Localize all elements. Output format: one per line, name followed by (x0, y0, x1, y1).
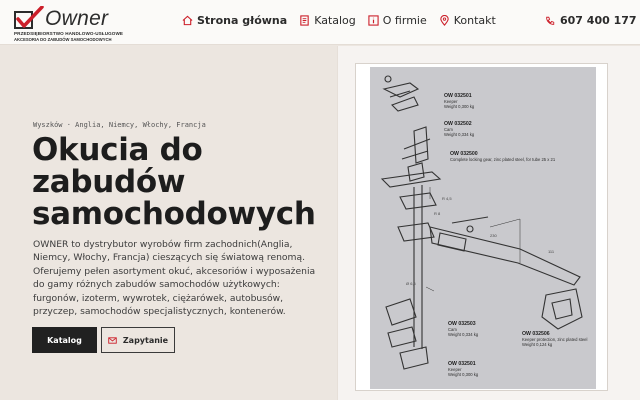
phone-number: 607 400 177 (560, 14, 637, 27)
catalog-label-5: OW 032506 Keeper protection, zinc plated steel Weight 0,124 kg (522, 331, 588, 347)
hero-description: OWNER to dystrybutor wyrobów firm zachodnich(Anglia, Niemcy, Włochy, Francja) cieszących się światową renomą. Oferujemy pełen asortyment okuć, akcesoriów i wyposażenia do gamy różnych zabudów samochodów użytkowych: furgonów, izoterm, wywrotek, ciężarówek, autobusów, przyczep, samochodów specjalistycznych, kontenerów. (33, 239, 316, 318)
catalog-label-6: OW 032501 Keeper Weight 0,300 kg (448, 361, 479, 377)
logo-tagline-1: PRZEDSIĘBIORSTWO HANDLOWO-USŁUGOWE (14, 31, 124, 36)
svg-text:R 8: R 8 (434, 211, 441, 216)
catalog-drawing-area (370, 67, 596, 389)
logo[interactable] (14, 4, 124, 42)
hero-eyebrow: Wyszków · Anglia, Niemcy, Włochy, Francja (33, 121, 206, 129)
phone-icon (545, 16, 555, 26)
mail-icon (108, 336, 117, 345)
inquiry-button[interactable] (101, 327, 175, 353)
catalog-page-image (355, 63, 608, 391)
catalog-label-3: OW 032500 Complete locking gear, zinc plated steel, for tube 25 x 21 (450, 151, 556, 162)
location-pin-icon (439, 15, 450, 26)
hero-title: Okucia do zabudów samochodowych (32, 132, 316, 232)
svg-text:Ø 6,6: Ø 6,6 (406, 281, 416, 286)
home-icon (182, 15, 193, 26)
svg-text:R 4,5: R 4,5 (442, 196, 452, 201)
catalog-label-4: OW 032503 Cam Weight 0,334 kg (448, 321, 479, 337)
nav-about-label: O firmie (382, 14, 427, 27)
catalog-button-label: Katalog (47, 335, 82, 345)
nav-home-label: Strona główna (197, 14, 288, 27)
nav-contact-label: Kontakt (453, 14, 496, 27)
logo-check-mark-icon (14, 6, 44, 30)
nav-catalog[interactable] (299, 14, 356, 27)
nav-home[interactable] (182, 14, 287, 27)
catalog-label-2: OW 032502 Cam Weight 0,334 kg (444, 121, 475, 137)
info-icon (368, 15, 379, 26)
inquiry-button-label: Zapytanie (122, 335, 169, 345)
svg-text:111: 111 (548, 249, 555, 254)
nav-catalog-label: Katalog (314, 14, 356, 27)
phone-link[interactable] (545, 14, 637, 27)
site-header (0, 0, 640, 45)
catalog-icon (299, 15, 310, 26)
catalog-button[interactable] (32, 327, 97, 353)
catalog-label-1: OW 032501 Keeper Weight 0,300 kg (444, 93, 475, 109)
logo-tagline-2: AKCESORIA DO ZABUDÓW SAMOCHODOWYCH (14, 37, 112, 42)
logo-wordmark: Owner (45, 7, 109, 30)
nav-contact[interactable] (439, 14, 496, 27)
nav-about[interactable] (368, 14, 427, 27)
svg-text:230: 230 (490, 233, 497, 238)
main-nav (182, 14, 496, 27)
